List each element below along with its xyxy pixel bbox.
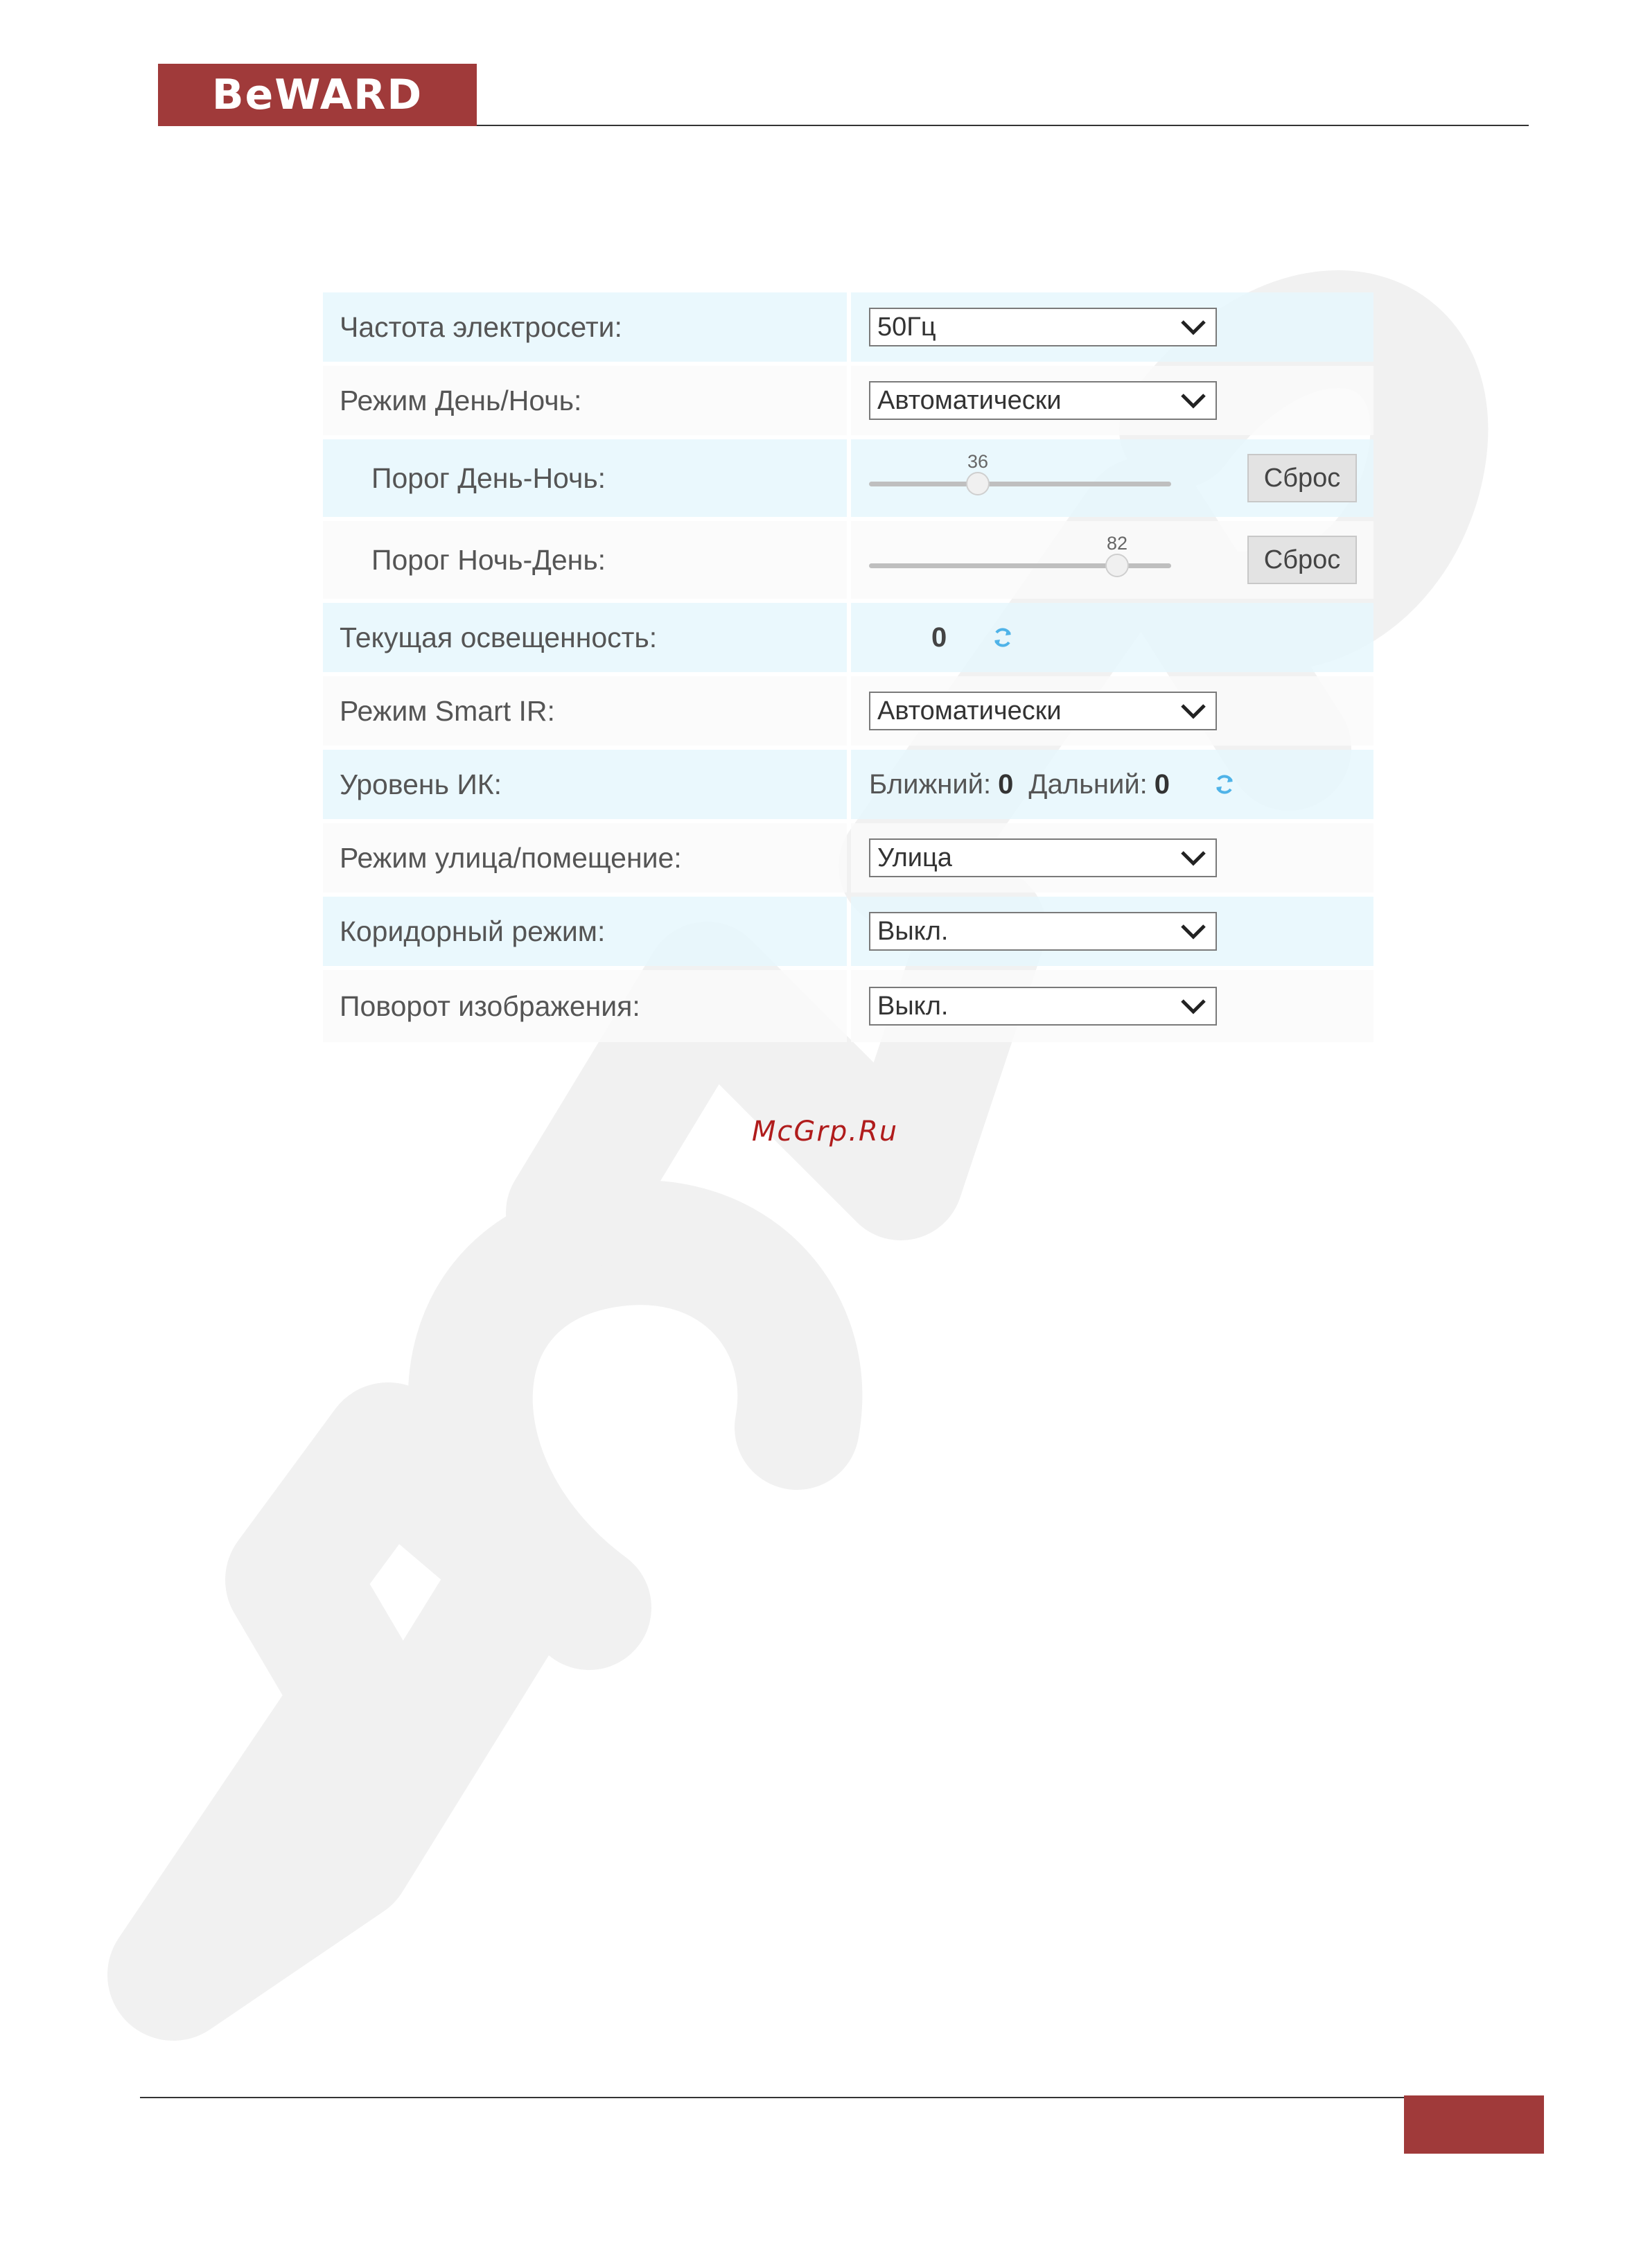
ir-far-label: Дальний: bbox=[1028, 768, 1148, 800]
site-watermark-text: McGrp.Ru bbox=[751, 1116, 899, 1148]
chevron-down-icon bbox=[1179, 848, 1207, 868]
ir-level-values bbox=[869, 769, 1238, 800]
chevron-down-icon bbox=[1179, 922, 1207, 941]
day-night-mode-label: Режим День/Ночь: bbox=[340, 384, 582, 416]
outdoor-indoor-mode-label: Режим улица/помещение: bbox=[340, 841, 682, 874]
value-cell bbox=[851, 521, 1373, 599]
slider-value: 82 bbox=[1106, 533, 1128, 554]
night-day-threshold-slider[interactable] bbox=[869, 529, 1171, 591]
ir-level-label: Уровень ИК: bbox=[340, 768, 502, 800]
chevron-down-icon bbox=[1179, 391, 1207, 410]
row-power-frequency bbox=[323, 292, 1373, 362]
smart-ir-mode-select[interactable] bbox=[869, 692, 1217, 730]
image-settings-table bbox=[323, 292, 1373, 1042]
row-outdoor-indoor-mode bbox=[323, 823, 1373, 893]
value-cell bbox=[851, 750, 1373, 819]
label-cell bbox=[323, 676, 847, 746]
value-cell bbox=[851, 603, 1373, 672]
footer-brand-block bbox=[1404, 2095, 1544, 2154]
chevron-down-icon bbox=[1179, 701, 1207, 721]
logo-text: BeWARD bbox=[211, 71, 423, 119]
current-illumination-value: 0 bbox=[931, 622, 947, 653]
row-day-night-threshold bbox=[323, 439, 1373, 517]
outdoor-indoor-mode-select[interactable] bbox=[869, 838, 1217, 877]
beward-logo bbox=[158, 64, 477, 126]
header-rule bbox=[477, 125, 1529, 126]
row-image-rotation bbox=[323, 970, 1373, 1042]
label-cell bbox=[323, 292, 847, 362]
day-night-reset-button[interactable]: Сброс bbox=[1247, 454, 1357, 502]
label-cell bbox=[323, 521, 847, 599]
day-night-threshold-slider[interactable] bbox=[869, 447, 1171, 509]
power-frequency-label: Частота электросети: bbox=[340, 310, 622, 343]
footer-rule bbox=[140, 2097, 1404, 2098]
label-cell bbox=[323, 750, 847, 819]
night-day-reset-button[interactable]: Сброс bbox=[1247, 536, 1357, 584]
image-rotation-label: Поворот изображения: bbox=[340, 990, 640, 1022]
select-value: Автоматически bbox=[877, 385, 1062, 415]
ir-far-value: 0 bbox=[1154, 768, 1170, 800]
refresh-icon[interactable] bbox=[1211, 771, 1238, 798]
label-cell bbox=[323, 603, 847, 672]
slider-value: 36 bbox=[967, 451, 989, 472]
row-night-day-threshold bbox=[323, 521, 1373, 599]
corridor-mode-select[interactable] bbox=[869, 912, 1217, 951]
label-cell bbox=[323, 366, 847, 435]
ir-near-label: Ближний: bbox=[869, 768, 992, 800]
row-day-night-mode bbox=[323, 366, 1373, 435]
day-night-mode-select[interactable] bbox=[869, 381, 1217, 420]
refresh-icon[interactable] bbox=[990, 624, 1016, 651]
select-value: Улица bbox=[877, 843, 952, 872]
select-value: Выкл. bbox=[877, 916, 949, 946]
label-cell bbox=[323, 823, 847, 893]
ir-near-value: 0 bbox=[998, 768, 1014, 800]
select-value: 50Гц bbox=[877, 312, 936, 342]
value-cell bbox=[851, 439, 1373, 517]
value-cell bbox=[851, 366, 1373, 435]
chevron-down-icon bbox=[1179, 317, 1207, 337]
value-cell bbox=[851, 897, 1373, 966]
select-value: Выкл. bbox=[877, 991, 949, 1021]
value-cell bbox=[851, 676, 1373, 746]
row-ir-level bbox=[323, 750, 1373, 819]
row-corridor-mode bbox=[323, 897, 1373, 966]
value-cell bbox=[851, 970, 1373, 1042]
power-frequency-select[interactable] bbox=[869, 308, 1217, 346]
value-cell bbox=[851, 292, 1373, 362]
slider-thumb[interactable] bbox=[966, 472, 990, 495]
label-cell bbox=[323, 970, 847, 1042]
day-night-threshold-label: Порог День-Ночь: bbox=[371, 461, 606, 494]
chevron-down-icon bbox=[1179, 996, 1207, 1016]
corridor-mode-label: Коридорный режим: bbox=[340, 915, 606, 947]
row-current-illumination bbox=[323, 603, 1373, 672]
select-value: Автоматически bbox=[877, 696, 1062, 726]
slider-thumb[interactable] bbox=[1105, 554, 1129, 577]
row-smart-ir-mode bbox=[323, 676, 1373, 746]
smart-ir-mode-label: Режим Smart IR: bbox=[340, 694, 555, 727]
value-cell bbox=[851, 823, 1373, 893]
slider-track bbox=[869, 482, 1171, 486]
night-day-threshold-label: Порог Ночь-День: bbox=[371, 543, 606, 576]
current-illumination-label: Текущая освещенность: bbox=[340, 621, 658, 653]
label-cell bbox=[323, 439, 847, 517]
image-rotation-select[interactable] bbox=[869, 987, 1217, 1026]
label-cell bbox=[323, 897, 847, 966]
